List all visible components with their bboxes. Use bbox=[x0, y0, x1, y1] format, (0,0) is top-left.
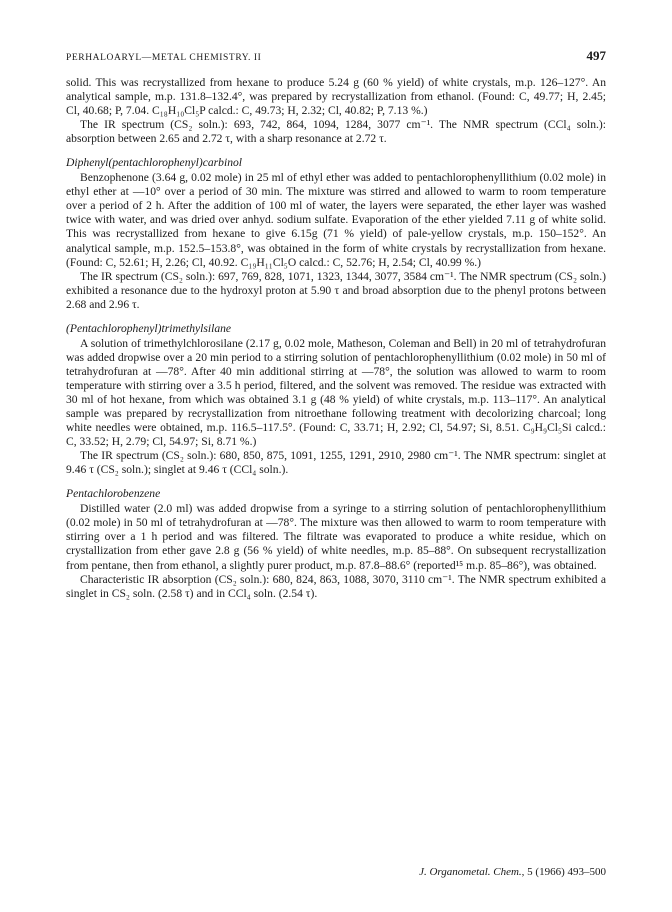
page bbox=[66, 48, 606, 601]
journal-citation: 5 (1966) 493–500 bbox=[524, 866, 606, 878]
section-continuation bbox=[66, 76, 606, 146]
section-trimethylsilane bbox=[66, 322, 606, 478]
page-number: 497 bbox=[586, 48, 606, 63]
journal-footer bbox=[419, 866, 606, 878]
paragraph: A solution of trimethylchlorosilane (2.17 g, 0.02 mole, Matheson, Coleman and Bell) in 20 ml of tetrahydrofuran was added dropwise over a 20 min period to a stirring solution of pentachlorophenyllithium (0.02 mole) in 50 ml of tetrahydrofuran at —78°. After 40 min additional stirring at —78°, the solution was allowed to warm to room temperature with stirring over a 3.5 h period, filtered, and the solvent was removed. The residue was extracted with 30 ml of hot hexane, from which was obtained 3.1 g (48 % yield) of white crystals, m.p. 113–117°. An analytical sample was prepared by recrystallization from nitroethane following treatment with decolorizing charcoal; long white needles were obtained, m.p. 116.5–117.5°. (Found: C, 33.71; H, 2.92; Cl, 54.97; Si, 8.51. C₉H₉Cl₅Si calcd.: C, 33.52; H, 2.79; Cl, 54.97; Si, 8.71 %.) bbox=[66, 336, 606, 449]
paragraph: Distilled water (2.0 ml) was added dropwise from a syringe to a stirring solution of pentachlorophenyllithium (0.02 mole) in 50 ml of tetrahydrofuran at —78°. The mixture was then allowed to warm to room temperature with stirring over a 1 h period and was filtered. The filtrate was evaporated to produce a white residue, which on crystallization from ether gave 2.8 g (56 % yield) of white needles, m.p. 85–88°. On subsequent recrystallization from pentane, then from ethanol, a slightly purer product, m.p. 87.8–88.6° (reported¹⁵ m.p. 85–86°), was obtained. bbox=[66, 502, 606, 572]
section-pentachlorobenzene bbox=[66, 487, 606, 600]
paragraph: The IR spectrum (CS₂ soln.): 697, 769, 828, 1071, 1323, 1344, 3077, 3584 cm⁻¹. The NMR spectrum (CS₂ soln.) exhibited a resonance due to the hydroxyl proton at 5.90 τ and broad absorption due to the phenyl protons between 2.68 and 2.96 τ. bbox=[66, 269, 606, 311]
section-carbinol bbox=[66, 156, 606, 312]
running-header bbox=[66, 48, 606, 64]
paragraph: solid. This was recrystallized from hexane to produce 5.24 g (60 % yield) of white crystals, m.p. 126–127°. An analytical sample, m.p. 131.8–132.4°, was prepared by recrystallization from ethanol. (Found: C, 49.77; H, 2.45; Cl, 40.68; P, 7.04. C₁₈H₁₀Cl₅P calcd.: C, 49.73; H, 2.32; Cl, 40.82; P, 7.13 %.) bbox=[66, 76, 606, 118]
section-heading: Diphenyl(pentachlorophenyl)carbinol bbox=[66, 156, 243, 170]
paragraph: The IR spectrum (CS₂ soln.): 693, 742, 864, 1094, 1284, 3077 cm⁻¹. The NMR spectrum (CCl₄ soln.): absorption between 2.65 and 2.72 τ, with a sharp resonance at 2.72 τ. bbox=[66, 118, 606, 146]
paragraph: The IR spectrum (CS₂ soln.): 680, 850, 875, 1091, 1255, 1291, 2910, 2980 cm⁻¹. The NMR spectrum: singlet at 9.46 τ (CS₂ soln.); singlet at 9.46 τ (CCl₄ soln.). bbox=[66, 449, 606, 477]
paragraph: Characteristic IR absorption (CS₂ soln.): 680, 824, 863, 1088, 3070, 3110 cm⁻¹. The NMR spectrum exhibited a singlet in CS₂ soln. (2.58 τ) and in CCl₄ soln. (2.54 τ). bbox=[66, 572, 606, 600]
section-heading: (Pentachlorophenyl)trimethylsilane bbox=[66, 321, 232, 335]
section-heading: Pentachlorobenzene bbox=[66, 487, 161, 501]
paragraph: Benzophenone (3.64 g, 0.02 mole) in 25 ml of ethyl ether was added to pentachlorophenyllithium (0.02 mole) in ethyl ether at —10° over a period of 30 min. The mixture was stirred and allowed to warm to room temperature over a period of 2 h. After the addition of 100 ml of water, the layers were separated, the ether layer was washed twice with water, and was dried over anhyd. sodium sulfate. Evaporation of the ether yielded 7.11 g of white solid. This was recrystallized from hexane to give 6.15g (71 % yield) of pale-yellow crystals, m.p. 150–152°. An analytical sample, m.p. 152.5–153.8°, was obtained in the form of white crystals by recrystallization from hexane. (Found: C, 52.61; H, 2.26; Cl, 40.92. C₁₉H₁₁Cl₅O calcd.: C, 52.76; H, 2.54; Cl, 40.99 %.) bbox=[66, 171, 606, 269]
journal-name: J. Organometal. Chem., bbox=[419, 866, 525, 878]
running-title: PERHALOARYL—METAL CHEMISTRY. II bbox=[66, 53, 262, 63]
